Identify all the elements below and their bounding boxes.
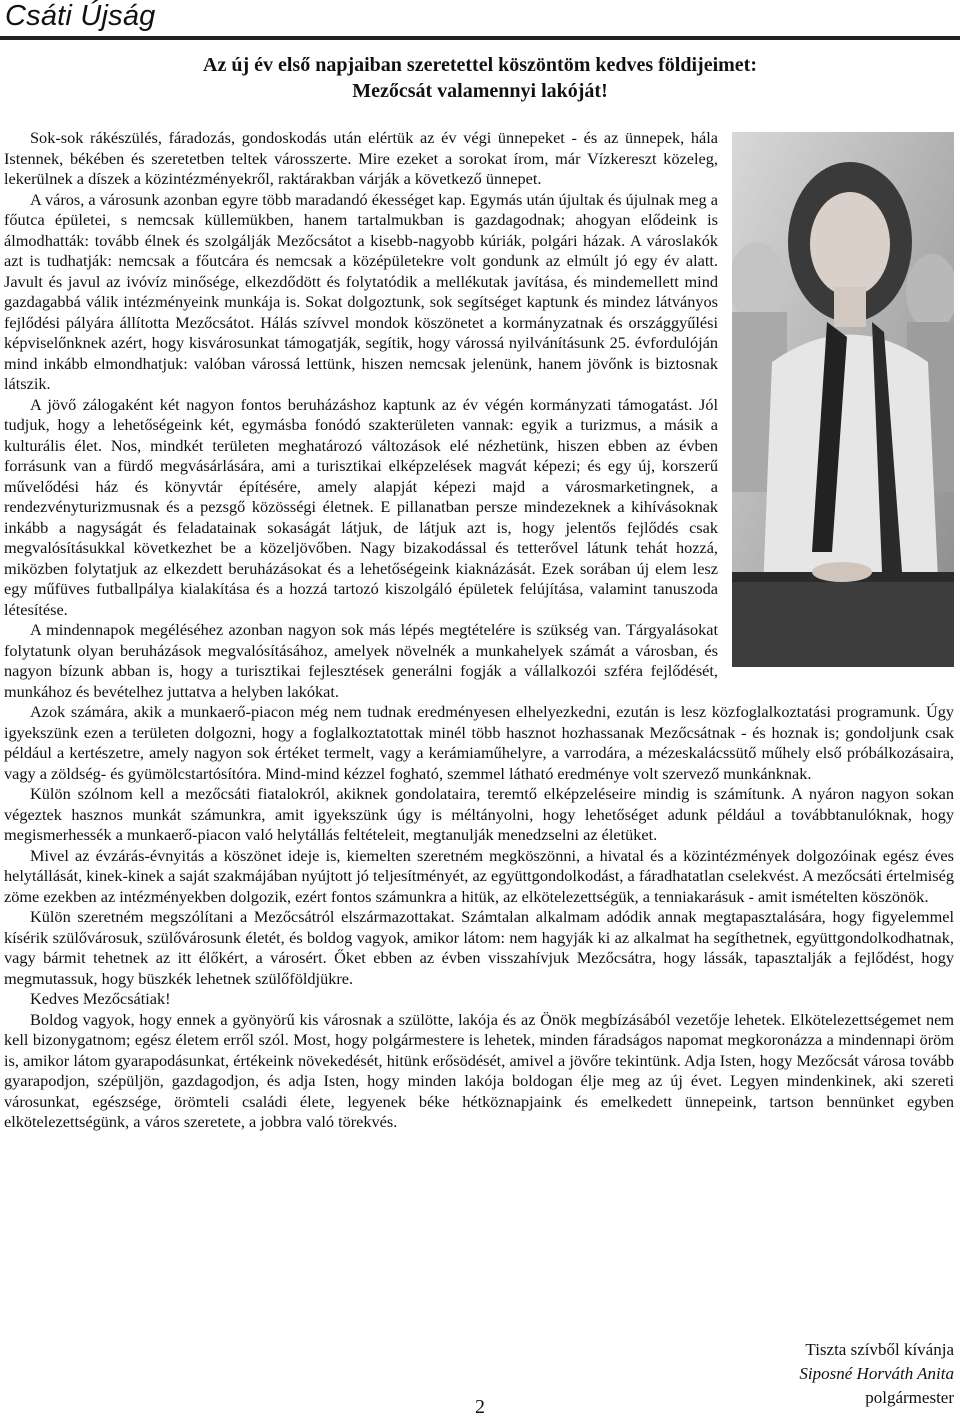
signature-role: polgármester: [865, 1388, 954, 1407]
paragraph-2: A város, a városunk azonban egyre több maradandó ékességet kap. Egymás után újultak és újulnak meg a főutca épületei, s nemcsak küllemükben, hanem tartalmukban is gazdagodnak; ahogyan elődeink is álmodhatták: tovább élnek és szolgálják Mezőcsátot a kisebb-nagyobb kúriák, polgári házak. A városlakók azt is tudhatják: nemcsak a főutcára és nemcsak a középületekre volt gondunk az elmúlt jó egy év alatt. Javult és javul az ivóvíz minősége, elkezdődött és folytatódik a mellékutak javítása, és mindemellett mind gazdagabbá válik intézményeink munkája is. Sokat dolgoztunk, sok segítséget kaptunk és mindez látványos fejlődési pályára állította Mezőcsátot. Hálás szívvel mondok köszönetet a kormányzatnak és országgyűlési képviselőnknek azért, hogy kisvárosunkat támogatják, segítik, hogy várossá nyilvánításunk 25. évfordulóján mind inkább elmondhatjuk: valóban várossá lettünk, hiszen nemcsak jelenünk, hanem jövőnk is biztosnak látszik.: [4, 189, 718, 393]
article-headline: [100, 52, 860, 104]
paragraph-6: Külön szólnom kell a mezőcsáti fiatalokról, akiknek gondolataira, teremtő elképzeléseire mindig is számítunk. A nyáron nagyon sokan végeztek hasznos munkát számunkra, amit igyekszünk úgy is méltányolni, hogy lehetőséget adunk például a továbbtanulóknak, hogy megismerhessék a munkaerő-piacon való helytállás feltételeit, megtanulják menedzselni az életüket.: [4, 784, 954, 844]
page-number: 2: [475, 1396, 485, 1418]
paragraph-1: Sok-sok rákészülés, fáradozás, gondoskodás után elértük az év végi ünnepeket - és az ünnepek, hála Istennek, békében és szeretetben teltek városszerte. Mire ezeket a sorokat írom, már Vízkereszt közeleg, lekerülnek a díszek a közintézményekről, raktárakban várják a következő ünnepet.: [4, 128, 718, 188]
article-body: [4, 128, 954, 1133]
paragraph-4: A mindennapok megéléséhez azonban nagyon sok más lépés megtételére is szükség van. Tárgyalásokat folytatunk olyan beruházások megvalósításához, amelyek növelnék a munkahelyek számát a városban, és nagyon bízunk abban is, hogy a turisztikai fejlesztések generálni fogják a vállalkozói szféra fejlődését, munkához és bevételhez juttatva a helyben lakókat.: [4, 620, 718, 701]
mayor-portrait-photo: [732, 132, 954, 667]
signature-name: Siposné Horváth Anita: [799, 1364, 954, 1383]
greeting-line: Kedves Mezőcsátiak!: [30, 989, 171, 1008]
paragraph-5: Azok számára, akik a munkaerő-piacon még nem tudnak eredményesen elhelyezkedni, ezután is lesz közfoglalkoztatási programunk. Úgy igyekszünk ezen a területen dolgozni, hogy a foglalkoztatottak minél több hasznot hozhassanak Mezőcsátnak - és hoznak is; gondoljunk csak például a kertészetre, amely nagyon sok értéket termelt, vagy a kerámiaműhelyre, a varrodára, a mézeskalácssütő műhely első próbálkozásaira, vagy a zöldség- és gyümölcstartósítóra. Mind-mind kézzel fogható, szemmel látható eredménye volt szervező munkánknak.: [4, 702, 954, 783]
headline-line-2: Mezőcsát valamennyi lakóját!: [352, 80, 608, 102]
masthead: [0, 0, 960, 40]
signature-closing: Tiszta szívből kívánja: [805, 1340, 954, 1359]
headline-line-1: Az új év első napjaiban szeretettel köszöntöm kedves földijeimet:: [203, 54, 757, 76]
paragraph-10: Boldog vagyok, hogy ennek a gyönyörű kis városnak a szülötte, lakója és az Önök megbízásából vezetője lehetek. Elkötelezettségemet nem kell bizonygatnom; egész életem erről szól. Most, hogy polgármestere is lehetek, minden fáradságos napomat megkoronázza a mindennapi öröm is, amikor látom gyarapodásunkat, értékeink növekedését, hitünk erősödését, amivel a jövőre tekintünk. Adja Isten, hogy Mezőcsát városa tovább gyarapodjon, szépüljön, gazdagodjon, és adja Isten, hogy minden lakója boldogan élje meg az új évet. Legyen mindenkinek, aki szereti városunkat, egészsége, örömteli családi élete, legyenek béke hétköznapjaink és emelkedett ünnepeink, tartson bennünket egyben elkötelezettségünk, a város szeretete, a jobbra való törekvés.: [4, 1009, 954, 1131]
paragraph-7: Mivel az évzárás-évnyitás a köszönet ideje is, kiemelten szeretném megköszönni, a hivatal és a közintézmények dolgozóinak egész éves helytállását, kinek-kinek a saját szakmájában nyújtott jó teljesítményét, az együttgondolkodást, a fáradhatatlan cselekvést. A mezőcsáti értelmiség zöme ezekben az intézményekben dolgozik, ezért fontos számunkra a hitük, az elkötelezettségük, a tenniakarásuk - amit ismételten köszönök.: [4, 845, 954, 906]
publication-title: Csáti Újság: [5, 0, 156, 32]
masthead-rule: [0, 36, 960, 40]
paragraph-3: A jövő zálogaként két nagyon fontos beruházáshoz kaptunk az év végén kormányzati támogatást. Jól tudjuk, hogy a lehetőségeink két, egymásba fonódó szakterületen vannak: egyik a turizmus, a másik a kulturális élet. Nos, mindkét területen meghatározó változások elé nézhetünk, hiszen ebben az évben forrásunk van a fürdő megvásárlására, ami a turisztikai elképzelések magvát képezi; és egy új, korszerű művelődési ház és könyvtár építésére, amely alapját képezi majd a városmarketingnek, a rendezvényturizmusnak és a pezsgő közösségi életnek. E pillanatban persze mindezeknek a kihívásoknak inkább a nagyságát és feladatainak sokaságát látjuk, de látjuk azt is, hogy jelentős fejlődés csak megvalósításukkal következhet be a közeljövőben. Nagy bizakodással és tetterővel látunk tehát hozzá, miközben folytatjuk az elkezdett beruházásokat és a lehetőségeink kiaknázását. Ezek sorában új elem lesz egy műfüves futballpálya kialakítása és a hozzá tartozó kiszolgáló épületek felújítása, valamint tanuszoda létesítése.: [4, 394, 718, 619]
portrait-image: [732, 132, 954, 667]
paragraph-8: Külön szeretném megszólítani a Mezőcsátról elszármazottakat. Számtalan alkalmam adódik annak megtapasztalására, hogy figyelemmel kísérik szülővárosuk, szülővárosunk életét, és boldog vagyok, amikor látom: nem hagyják ki az alkalmat ha segíthetnek, együttgondolkodhatnak, vagy bármit tehetnek az itt élőkért, a városért. Őket ebben az évben visszahívjuk Mezőcsátra, hogy lássák, tapasztalják a fejlődést, hogy megmutassuk, hogy büszkék lehetnek szülőföldjükre.: [4, 907, 954, 988]
